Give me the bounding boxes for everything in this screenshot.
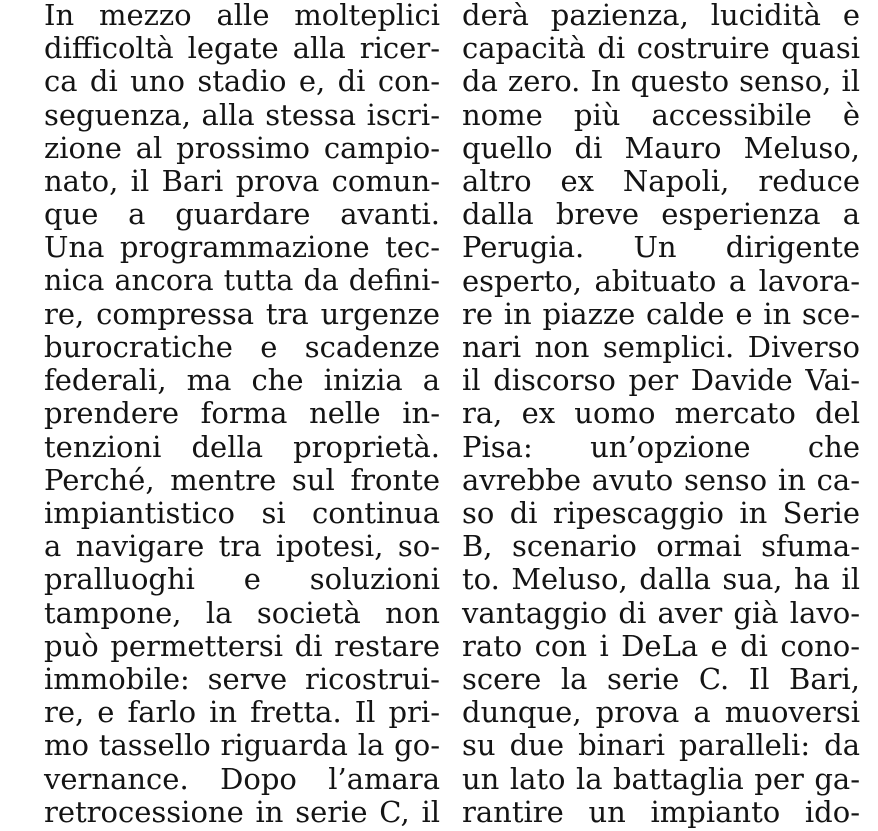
left-column-line: può permettersi di restare: [44, 628, 440, 663]
left-column-line: ca di uno stadio e, di con-: [44, 64, 440, 99]
right-column-line: to. Meluso, dalla sua, ha il: [462, 562, 860, 597]
left-column-line: tenzioni della proprietà.: [44, 429, 440, 464]
right-column-line: dunque, prova a muoversi: [462, 695, 860, 730]
right-column-line: quello di Mauro Meluso,: [462, 130, 860, 165]
left-column-line: Una programmazione tec-: [44, 230, 440, 265]
left-column-line: seguenza, alla stessa iscri-: [44, 97, 440, 132]
left-column-line: tampone, la società non: [44, 595, 440, 630]
left-column-line: zione al prossimo campio-: [44, 130, 440, 165]
left-column-line: vernance. Dopo l’amara: [44, 761, 440, 796]
right-column-line: esperto, abituato a lavora-: [462, 263, 860, 298]
right-column-line: nome più accessibile è: [462, 97, 860, 132]
right-column-line: vantaggio di aver già lavo-: [462, 595, 860, 630]
right-column-line: un lato la battaglia per ga-: [462, 761, 860, 796]
right-column-line: capacità di costruire quasi: [462, 31, 860, 66]
left-column-line: impiantistico si continua: [44, 496, 440, 530]
left-column-line: federali, ma che inizia a: [44, 363, 440, 398]
left-column-line: mo tassello riguarda la go-: [44, 728, 440, 763]
right-column-line: rantire un impianto ido-: [462, 794, 860, 829]
left-column-line: immobile: serve ricostrui-: [44, 662, 440, 696]
right-column-line: avrebbe avuto senso in ca-: [462, 462, 860, 497]
right-column: [462, 0, 860, 831]
right-column-line: Pisa: un’opzione che: [462, 429, 860, 464]
left-column-line: pralluoghi e soluzioni: [44, 562, 440, 597]
left-column-line: retrocessione in serie C, il: [44, 794, 440, 829]
left-column-line: re, e farlo in fretta. Il pri-: [44, 695, 440, 730]
right-column-line: il discorso per Davide Vai-: [462, 363, 860, 398]
left-column-line: que a guardare avanti.: [44, 197, 440, 232]
right-column-line: B, scenario ormai sfuma-: [462, 529, 860, 564]
right-column-line: su due binari paralleli: da: [462, 728, 860, 763]
left-column-line: In mezzo alle molteplici: [44, 0, 440, 32]
left-column-line: a navigare tra ipotesi, so-: [44, 529, 440, 564]
right-column-line: Perugia. Un dirigente: [462, 230, 860, 265]
left-column: [44, 0, 440, 831]
right-column-line: da zero. In questo senso, il: [462, 64, 860, 99]
right-column-line: rato con i DeLa e di cono-: [462, 628, 860, 663]
right-column-line: altro ex Napoli, reduce: [462, 164, 860, 198]
left-column-line: re, compressa tra urgenze: [44, 296, 440, 331]
left-column-line: nato, il Bari prova comun-: [44, 164, 440, 198]
right-column-line: derà pazienza, lucidità e: [462, 0, 860, 32]
left-column-line: burocratiche e scadenze: [44, 330, 440, 364]
right-column-line: so di ripescaggio in Serie: [462, 496, 860, 530]
right-column-line: re in piazze calde e in sce-: [462, 296, 860, 331]
right-column-line: ra, ex uomo mercato del: [462, 396, 860, 431]
left-column-line: prendere forma nelle in-: [44, 396, 440, 431]
right-column-line: dalla breve esperienza a: [462, 197, 860, 232]
left-column-line: Perché, mentre sul fronte: [44, 462, 440, 497]
right-column-line: nari non semplici. Diverso: [462, 330, 860, 364]
left-column-line: difficoltà legate alla ricer-: [44, 31, 440, 66]
right-column-line: scere la serie C. Il Bari,: [462, 662, 860, 696]
left-column-line: nica ancora tutta da defini-: [44, 263, 440, 297]
